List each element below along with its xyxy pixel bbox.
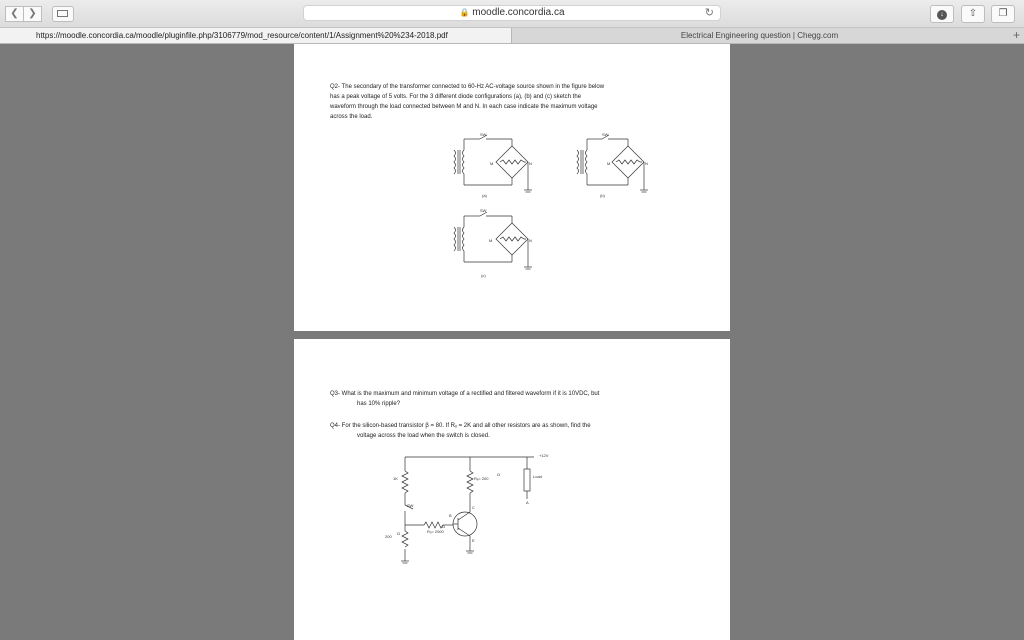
rb-label: Rₒ= 2000 [427, 529, 444, 534]
tab-active-pdf[interactable]: https://moodle.concordia.ca/moodle/pluginfile.php/3106779/mod_resource/content/1/Assignment%20%234-2018.pdf [0, 28, 512, 43]
node-m-b: M [607, 161, 611, 166]
share-button[interactable] [961, 5, 985, 23]
node-m-a: M [490, 161, 494, 166]
reload-icon[interactable]: ↻ [704, 7, 714, 19]
new-tab-button[interactable]: + [1012, 28, 1020, 42]
q2-line: Q2- The secondary of the transformer connected to 60-Hz AC-voltage source shown in the figure below [330, 84, 605, 90]
download-icon: ↓ [937, 10, 947, 20]
sidebar-icon [57, 10, 68, 17]
circuit-b [577, 135, 648, 192]
q2-line: across the load. [330, 114, 373, 120]
q4-circuit [294, 339, 730, 640]
node-b-label: B [449, 513, 452, 518]
address-bar[interactable] [303, 5, 721, 21]
switch-label-c: SW [480, 208, 487, 213]
q2-line: waveform through the load connected between M and N. In each case indicate the maximum voltage [330, 104, 598, 110]
q3-line: has 10% ripple? [357, 401, 401, 407]
node-n-b: N [645, 161, 648, 166]
supply-label: +12V [539, 453, 549, 458]
caption-c: (c) [481, 273, 486, 278]
tab-chegg[interactable]: Electrical Engineering question | Chegg.com [680, 31, 839, 40]
load-label: Load [533, 474, 542, 479]
tabs-icon: ❐ [998, 8, 1008, 19]
pdf-page-1 [294, 44, 730, 331]
switch-label-a: SW [480, 132, 487, 137]
tab-bar [0, 28, 1024, 44]
q3-line: Q3- What is the maximum and minimum voltage of a rectified and filtered waveform if it is 10VDC, but [330, 391, 600, 397]
q4-line: Q4- For the silicon-based transistor β = 80. If Rₓ = 2K and all other resistors are as shown, find the [330, 423, 591, 429]
q4-line: voltage across the load when the switch is closed. [357, 433, 490, 439]
caption-a: (a) [482, 193, 487, 198]
nav-buttons [5, 6, 42, 21]
rb-ohm-label: Ω [442, 524, 445, 529]
sidebar-toggle-button[interactable] [52, 6, 74, 22]
address-host: moodle.concordia.ca [472, 7, 565, 18]
r1-label: 1K [393, 476, 398, 481]
caption-b: (b) [600, 193, 605, 198]
back-button[interactable]: ❮ [5, 6, 24, 22]
r2-label: 200 [385, 534, 392, 539]
pdf-page-2 [294, 339, 730, 640]
switch-label-b: SW [602, 132, 609, 137]
node-m-c: M [489, 238, 493, 243]
r2-ohm-label: Ω [397, 531, 400, 536]
node-e-label: E [472, 538, 475, 543]
node-n-a: N [529, 161, 532, 166]
downloads-button[interactable] [930, 5, 954, 23]
switch-label: SW [407, 503, 414, 508]
forward-button[interactable]: ❯ [24, 6, 42, 22]
browser-toolbar [0, 0, 1024, 28]
q2-circuits [294, 44, 730, 331]
node-c-label: C [472, 505, 475, 510]
q2-line: has a peak voltage of 5 volts. For the 3 different diode configurations (a), (b) and (c) sketch the [330, 94, 582, 100]
node-a-label: A [526, 500, 529, 505]
rc-ohm-label: Ω [497, 472, 500, 477]
circuit-c [454, 212, 532, 269]
address-host-wrap [304, 7, 720, 18]
rc-label: Rₑ= 200 [474, 476, 489, 481]
node-n-c: N [529, 238, 532, 243]
tabs-overview-button[interactable] [991, 5, 1015, 23]
share-icon: ⇧ [968, 8, 978, 19]
lock-icon: 🔒 [459, 8, 470, 17]
